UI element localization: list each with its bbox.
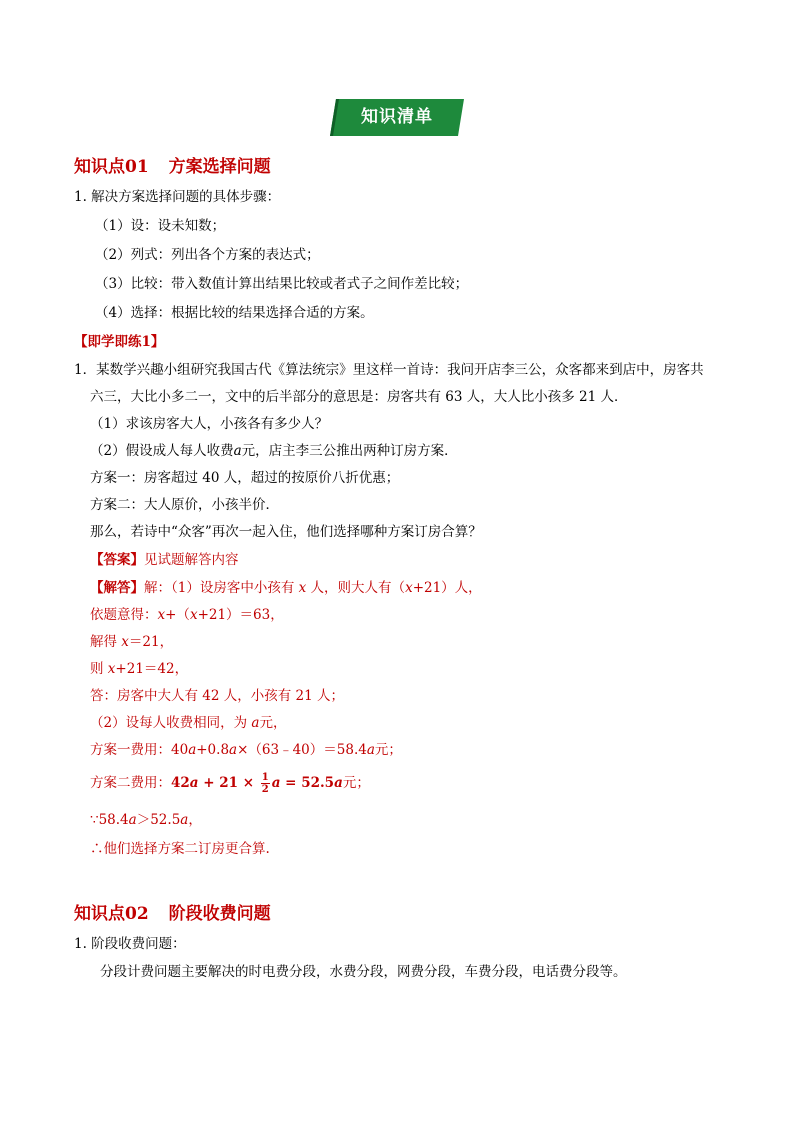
solution-line-8 [90, 772, 370, 795]
variable-a: a [233, 443, 242, 459]
solution-line-5: 答：房客中大人有 42 人，小孩有 21 人； [90, 688, 345, 704]
sol-text: 依题意得： [90, 607, 158, 623]
step-1: （1）设：设未知数； [95, 218, 226, 234]
section-2-text: 分段计费问题主要解决的时电费分段，水费分段，网费分段，车费分段，电话费分段等。 [100, 964, 627, 980]
question-text: 那么，若诗中“众客”再次一起入住，他们选择哪种方案订房合算？ [90, 524, 482, 540]
sol-text: ∵58.4 [90, 812, 129, 828]
section-2-heading [74, 899, 271, 924]
sol-text: 则 [90, 661, 108, 677]
section-2-title: 阶段收费问题 [168, 904, 271, 924]
problem-line-1: 1．某数学兴趣小组研究我国古代《算法统宗》里这样一首诗：我问开店李三公，众客都来到店中，房客共 [74, 362, 704, 378]
variable-a: a [334, 775, 343, 791]
solution-line-7 [90, 741, 402, 759]
sol-text: +0.8 [196, 742, 230, 758]
sol-text: 解得 [90, 634, 122, 650]
sol-text: +21）＝63， [197, 607, 284, 623]
fraction-denominator: 2 [261, 784, 269, 795]
sol-text: ＝21， [128, 634, 174, 650]
problem-line-2: 六三，大比小多二一，文中的后半部分的意思是：房客共有 63 人，大人比小孩多 21 人． [90, 389, 628, 405]
variable-a: a [188, 742, 197, 758]
solution-tag: 【解答】 [90, 580, 144, 596]
variable-a: a [251, 715, 260, 731]
solution-line-3 [90, 633, 173, 651]
banner-title: 知识清单 [361, 107, 433, 127]
solution-line-9 [90, 811, 202, 829]
q2-suffix: 元，店主李三公推出两种订房方案． [241, 443, 458, 459]
solution-line-4 [90, 660, 188, 678]
sol-text: 方案二费用： [90, 775, 171, 791]
variable-x: x [107, 661, 116, 677]
formula-part: + 21 × [198, 775, 259, 791]
variable-a: a [229, 742, 238, 758]
variable-x: x [298, 580, 307, 596]
sol-text: +21）人， [412, 580, 482, 596]
formula-part: = 52.5 [280, 775, 335, 791]
plan-2: 方案二：大人原价，小孩半价． [90, 497, 279, 513]
variable-a: a [180, 812, 189, 828]
solution-line-10: ∴他们选择方案二订房更合算. [90, 841, 270, 857]
step-3: （3）比较：带入数值计算出结果比较或者式子之间作差比较； [95, 276, 469, 292]
answer-tag: 【答案】 [90, 552, 144, 568]
step-2: （2）列式：列出各个方案的表达式； [95, 247, 320, 263]
solution-line-2 [90, 606, 284, 624]
sol-text: +（ [165, 607, 190, 623]
sol-text: ×（63﹣40）＝58.4 [237, 742, 367, 758]
section-1-heading [74, 152, 271, 177]
sol-text: 元； [342, 775, 370, 791]
question-2 [90, 442, 458, 460]
sol-text: 方案一费用：40 [90, 742, 189, 758]
question-1: （1）求该房客大人，小孩各有多少人？ [90, 416, 329, 432]
sol-text: ， [188, 812, 202, 828]
sol-text: +21＝42， [115, 661, 189, 677]
variable-x: x [405, 580, 413, 596]
answer-line [90, 551, 239, 569]
section-banner [330, 99, 464, 136]
section-2-intro: 1. 阶段收费问题： [74, 936, 186, 952]
section-1-number: 知识点01 [74, 157, 149, 177]
formula-part: 42 [171, 775, 190, 791]
variable-x: x [121, 634, 129, 650]
variable-a: a [189, 775, 199, 791]
variable-x: x [189, 607, 198, 623]
section-1-intro: 1. 解决方案选择问题的具体步骤： [74, 189, 281, 205]
step-4: （4）选择：根据比较的结果选择合适的方案。 [95, 305, 374, 321]
solution-line-1 [90, 579, 482, 597]
sol-text: 人，则大人有（ [306, 580, 406, 596]
solution-line-6 [90, 714, 286, 732]
sol-text: 解：（1）设房客中小孩有 [144, 580, 299, 596]
sol-text: ＞52.5 [136, 812, 181, 828]
variable-a: a [366, 742, 375, 758]
variable-x: x [157, 607, 166, 623]
variable-a: a [271, 775, 281, 791]
sol-text: 元， [259, 715, 287, 731]
section-1-title: 方案选择问题 [168, 157, 271, 177]
sol-text: （2）设每人收费相同，为 [90, 715, 252, 731]
answer-text: 见试题解答内容 [144, 552, 239, 568]
practice-label: 【即学即练1】 [74, 334, 165, 350]
fraction-numerator: 1 [261, 772, 269, 783]
plan-1: 方案一：房客超过 40 人，超过的按原价八折优惠； [90, 470, 400, 486]
q2-prefix: （2）假设成人每人收费 [90, 443, 234, 459]
section-2-number: 知识点02 [74, 904, 149, 924]
fraction-one-half [261, 772, 270, 795]
sol-text: 元； [374, 742, 402, 758]
variable-a: a [128, 812, 137, 828]
